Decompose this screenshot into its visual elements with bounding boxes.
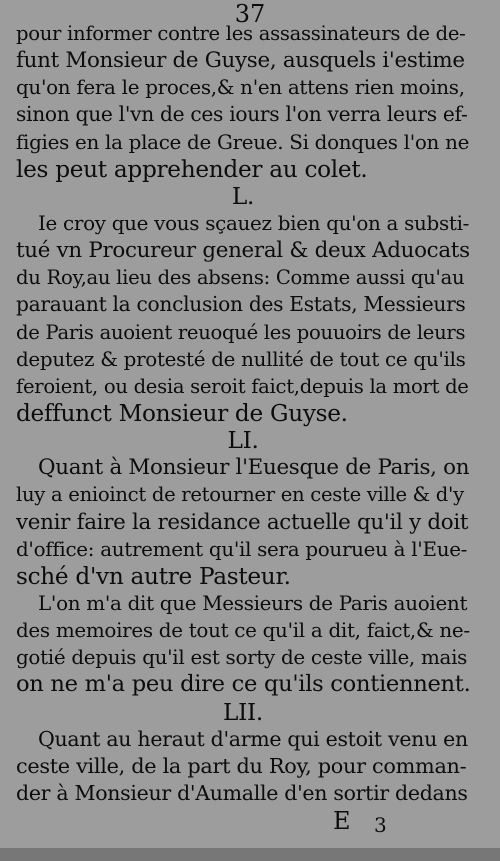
text-line: feroient, ou desia seroit faict,depuis la mort de [16,374,469,398]
text-line: sinon que l'vn de ces iours l'on verra leurs ef- [16,102,468,127]
text-line: du Roy,au lieu des absens: Comme aussi qu'au [16,266,465,290]
page-footer [0,806,500,836]
catchword: 3 [374,813,387,837]
text-line: deputez & protesté de nullité de tout ce qu'ils [16,347,466,371]
text-line: L'on m'a dit que Messieurs de Paris auoient [38,591,468,615]
text-line: Quant au heraut d'arme qui estoit venu en [38,726,468,751]
text-line: funt Monsieur de Guyse, ausquels i'estime [16,48,465,74]
text-line: Ie croy que vous sçauez bien qu'on a substi- [38,211,470,235]
text-line: venir faire la residance actuelle qu'il y doit [16,509,469,535]
text-line: qu'on fera le proces,& n'en attens rien moins, [16,76,465,100]
text-line: de Paris auoient reuoqué les pouuoirs de leurs [16,320,466,344]
section-heading: L. [231,182,255,210]
text-line: figies en la place de Greue. Si donques l'on ne [16,130,470,154]
signature-mark: E [333,807,351,835]
text-line: deffunct Monsieur de Guyse. [16,399,348,427]
text-line: parauant la conclusion des Estats, Messieurs [16,292,466,317]
text-line: d'office: autrement qu'il sera pourueu à l'Eue- [16,537,468,561]
page-bottom-edge [0,848,500,861]
text-line: luy a enioinct de retourner en ceste ville & d'y [16,483,464,507]
text-line: on ne m'a peu dire ce qu'ils contiennent. [16,671,471,698]
text-line: gotié depuis qu'il est sorty de ceste ville, mais [16,646,468,670]
page-number: 37 [234,0,266,28]
section-heading: LI. [227,427,259,455]
text-line: der à Monsieur d'Aumalle d'en sortir dedans [16,780,468,805]
text-line: ceste ville, de la part du Roy, pour comman- [16,753,467,778]
text-line: sché d'vn autre Pasteur. [16,562,291,590]
section-heading: LII. [223,698,263,726]
text-line: des memoires de tout ce qu'il a dit, faict,& ne- [16,619,470,643]
text-line: les peut apprehender au colet. [16,155,368,183]
text-line: Quant à Monsieur l'Euesque de Paris, on [38,455,470,481]
text-line: pour informer contre les assassinateurs de de- [16,22,466,45]
page-body-text [16,20,470,807]
text-line: tué vn Procureur general & deux Aduocats [16,238,470,264]
